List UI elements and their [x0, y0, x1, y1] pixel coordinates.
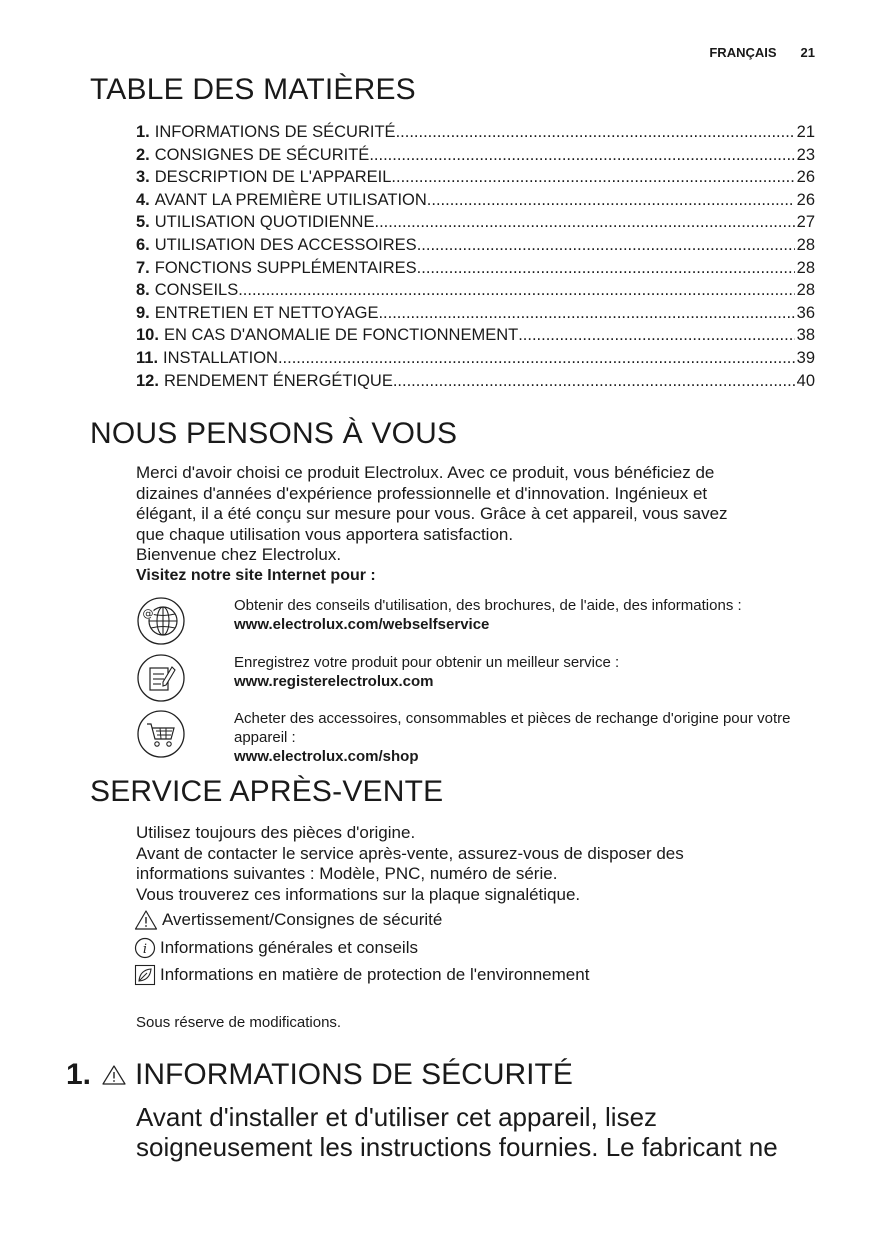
toc-leader: [427, 189, 795, 212]
toc-entry-number: 3.: [136, 168, 150, 187]
toc-entry-number: 7.: [136, 258, 150, 277]
toc-entry-page: 23: [796, 145, 815, 164]
toc-entry[interactable]: [136, 370, 815, 393]
toc-entry-title: INSTALLATION: [163, 348, 278, 367]
info-icon: [134, 937, 156, 959]
toc-entry-page: 38: [796, 326, 815, 345]
service-text: [136, 823, 816, 905]
toc-entry-number: 8.: [136, 281, 150, 300]
service-title: SERVICE APRÈS-VENTE: [90, 775, 444, 808]
info-item-text: [234, 653, 819, 691]
toc-title: TABLE DES MATIÈRES: [90, 73, 416, 106]
toc-entry-title: DESCRIPTION DE L'APPAREIL: [154, 168, 392, 187]
toc-leader: [393, 370, 795, 393]
toc-entry-title: ENTRETIEN ET NETTOYAGE: [154, 303, 379, 322]
cart-icon: [136, 709, 186, 759]
toc-entry-page: 40: [796, 371, 815, 390]
info-description: Acheter des accessoires, consommables et pièces de rechange d'origine pour votre appareil :: [234, 710, 791, 746]
toc-entry[interactable]: [136, 347, 815, 370]
toc-entry-page: 26: [796, 190, 815, 209]
register-icon: [136, 653, 186, 703]
toc-entry-page: 27: [796, 213, 815, 232]
info-item-text: [234, 596, 819, 634]
info-description: Enregistrez votre produit pour obtenir un meilleur service :: [234, 654, 620, 671]
visit-website-label: Visitez notre site Internet pour :: [136, 566, 376, 584]
toc-entry-title: RENDEMENT ÉNERGÉTIQUE: [163, 371, 393, 390]
toc-entry-number: 5.: [136, 213, 150, 232]
paragraph-line: élégant, il a été conçu sur mesure pour vous. Grâce à cet appareil, vous savez: [136, 504, 728, 523]
toc-entry[interactable]: [136, 234, 815, 257]
info-item-text: [234, 709, 819, 766]
thinking-of-you-text: [136, 463, 816, 586]
toc-entry-number: 4.: [136, 190, 150, 209]
page-header: [709, 45, 815, 60]
section-number: 1.: [66, 1058, 92, 1091]
legend-text: Avertissement/Consignes de sécurité: [162, 910, 443, 929]
toc-leader: [396, 121, 795, 144]
legend-text: Informations en matière de protection de l'environnement: [160, 965, 590, 984]
paragraph-line: Vous trouverez ces informations sur la plaque signalétique.: [136, 884, 581, 904]
paragraph-line: Bienvenue chez Electrolux.: [136, 545, 342, 564]
toc-entry-number: 11.: [136, 348, 159, 367]
toc-entry-number: 1.: [136, 123, 150, 141]
svg-text:@: @: [142, 607, 154, 620]
toc-leader: [278, 347, 795, 370]
toc-entry[interactable]: [136, 324, 815, 347]
shop-link[interactable]: www.electrolux.com/shop: [234, 748, 419, 765]
toc-entry[interactable]: [136, 302, 815, 325]
toc-leader: [238, 279, 794, 302]
legend-info: [134, 937, 418, 959]
paragraph-line: Avant de contacter le service après-vente, assurez-vous de disposer des: [136, 843, 684, 863]
info-description: Obtenir des conseils d'utilisation, des brochures, de l'aide, des informations :: [234, 597, 742, 614]
paragraph-line: Utilisez toujours des pièces d'origine.: [136, 823, 416, 842]
toc-entry-title: CONSEILS: [154, 281, 239, 300]
toc-entry-title: AVANT LA PREMIÈRE UTILISATION: [154, 190, 427, 209]
toc-entry-number: 6.: [136, 235, 150, 254]
legend-environment: [134, 964, 589, 986]
toc-entry-page: 21: [796, 123, 815, 141]
toc-entry[interactable]: [136, 257, 815, 280]
paragraph-line: Merci d'avoir choisi ce produit Electrolux. Avec ce produit, vous bénéficiez de: [136, 463, 715, 482]
toc-entry-title: FONCTIONS SUPPLÉMENTAIRES: [154, 258, 417, 277]
paragraph-line: Avant d'installer et d'utiliser cet appareil, lisez: [136, 1102, 658, 1132]
toc-entry-page: 28: [796, 281, 815, 300]
toc-entry-page: 28: [796, 235, 815, 254]
warning-icon: [101, 1063, 127, 1087]
toc-entry-title: EN CAS D'ANOMALIE DE FONCTIONNEMENT: [163, 326, 519, 345]
toc-leader: [518, 324, 794, 347]
toc-entry[interactable]: [136, 144, 815, 167]
page-number: 21: [800, 45, 815, 60]
warning-icon: [134, 909, 158, 931]
globe-icon: [136, 596, 186, 646]
toc-entry-title: INFORMATIONS DE SÉCURITÉ: [154, 123, 396, 141]
toc-entry-number: 12.: [136, 371, 159, 390]
toc-leader: [378, 302, 794, 325]
toc-entry-number: 9.: [136, 303, 150, 322]
toc-leader: [374, 211, 794, 234]
toc-entry-title: UTILISATION QUOTIDIENNE: [154, 213, 375, 232]
toc-leader: [417, 257, 795, 280]
toc-entry-page: 28: [796, 258, 815, 277]
toc-entry-number: 2.: [136, 145, 150, 164]
toc-entry[interactable]: [136, 279, 815, 302]
section-title: INFORMATIONS DE SÉCURITÉ: [135, 1058, 573, 1091]
section-1-heading: [66, 1058, 573, 1092]
register-link[interactable]: www.registerelectrolux.com: [234, 673, 434, 690]
paragraph-line: informations suivantes : Modèle, PNC, numéro de série.: [136, 864, 558, 883]
toc-entry-page: 26: [796, 168, 815, 187]
svg-text:i: i: [142, 942, 148, 957]
paragraph-line: que chaque utilisation vous apportera satisfaction.: [136, 524, 514, 544]
toc-leader: [417, 234, 795, 257]
language-label: FRANÇAIS: [709, 45, 777, 60]
legend-warning: [134, 909, 442, 931]
leaf-icon: [134, 964, 156, 986]
toc-entry[interactable]: [136, 166, 815, 189]
toc-entry[interactable]: [136, 211, 815, 234]
thinking-of-you-title: NOUS PENSONS À VOUS: [90, 417, 458, 450]
toc-entry[interactable]: [136, 189, 815, 212]
paragraph-line: dizaines d'années d'expérience professionnelle et d'innovation. Ingénieux et: [136, 483, 708, 503]
toc-entry-page: 39: [796, 348, 815, 367]
toc-leader: [369, 144, 794, 167]
table-of-contents: [136, 121, 815, 392]
webselfservice-link[interactable]: www.electrolux.com/webselfservice: [234, 616, 490, 633]
section-1-intro: [136, 1102, 836, 1162]
paragraph-line: soigneusement les instructions fournies. Le fabricant ne: [136, 1132, 778, 1162]
toc-entry-title: UTILISATION DES ACCESSOIRES: [154, 235, 417, 254]
legend-text: Informations générales et conseils: [160, 938, 418, 957]
toc-entry-page: 36: [796, 303, 815, 322]
toc-entry-title: CONSIGNES DE SÉCURITÉ: [154, 145, 370, 164]
toc-entry-number: 10.: [136, 326, 159, 345]
modification-note: Sous réserve de modifications.: [136, 1014, 342, 1031]
toc-leader: [391, 166, 794, 189]
toc-entry[interactable]: [136, 121, 815, 144]
